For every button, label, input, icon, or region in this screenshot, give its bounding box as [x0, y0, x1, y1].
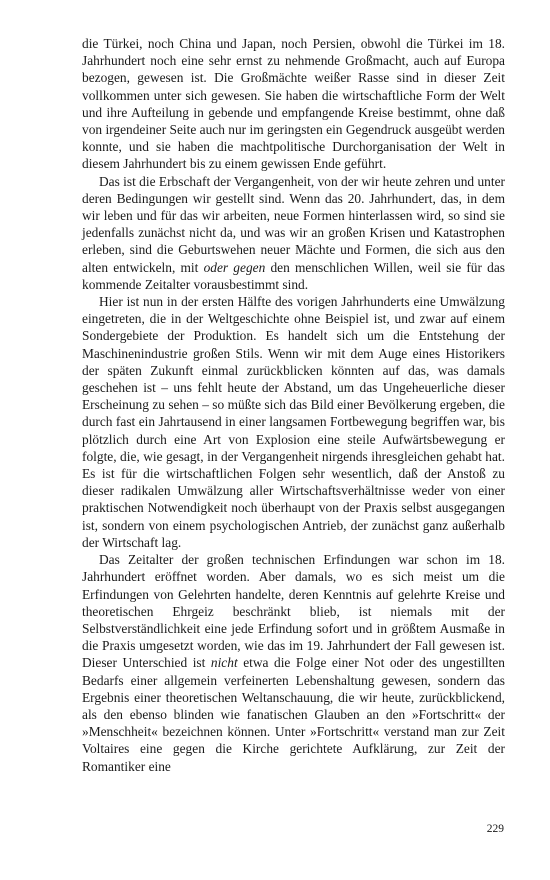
- paragraph-2-text-b: den menschlichen Willen, weil sie für das kommende Zeitalter vorausbestimmt sind.: [82, 259, 505, 292]
- paragraph-4: [82, 551, 505, 775]
- paragraph-4-text-a: Das Zeitalter der großen technischen Erfindungen war schon im 18. Jahrhundert eröffnet worden. Aber damals, wo es sich meist um die Erfindungen von Gelehrten handelte, deren Kenntnis auf gelehrte Kreise und theoretischen Ehrgeiz beschränkt blieb, ist niemals mit der Selbstverständlichkeit eine jede Erfindung sofort und in größtem Ausmaße in die Praxis umgesetzt worden, wie das im 19. Jahrhundert der Fall gewesen ist. Dieser Unterschied ist: [82, 552, 505, 671]
- paragraph-2: [82, 173, 505, 293]
- book-page-body: [82, 35, 505, 775]
- paragraph-2-italic-phrase: oder gegen: [203, 259, 266, 275]
- paragraph-4-text-b: etwa die Folge einer Not oder des ungestillten Bedarfs einer allgemein verfeinerten Lebenshaltung gewesen, sondern das Ergebnis einer theoretischen Weltanschauung, die wir heute, zurückblickend, als den ebenso blinden wie fanatischen Glauben an den »Fortschritt« der »Menschheit« bezeichnen können. Unter »Fortschritt« verstand man zur Zeit Voltaires eine gegen die Kirche gerichtete Aufklärung, zur Zeit der Romantiker eine: [82, 655, 505, 774]
- paragraph-1-text: die Türkei, noch China und Japan, noch Persien, obwohl die Türkei im 18. Jahrhundert noch eine sehr ernst zu nehmende Großmacht, auch auf Europa bezogen, gewesen ist. Die Großmächte weißer Rasse sind in dieser Zeit vollkommen unter sich gewesen. Sie haben die wirtschaftliche Form der Welt und ihre Aufteilung in gebende und empfangende Kreise bestimmt, ohne daß von irgendeiner Seite auch nur im geringsten ein Gegendruck ausgeübt werden konnte, und sie haben die machtpolitische Durchorganisation der Welt in diesem Jahrhundert bis zu einem gewissen Ende geführt.: [82, 36, 505, 172]
- paragraph-2-text-a: Das ist die Erbschaft der Vergangenheit, von der wir heute zehren und unter deren Bedingungen wir gestellt sind. Wenn das 20. Jahrhundert, das, in dem wir leben und für das wir arbeiten, neue Formen hinterlassen wird, so sind sie jedenfalls zunächst nicht da, und was wir an großen Krisen und Katastrophen erleben, sind die Geburtswehen neuer Mächte und Formen, die sich aus den alten entwickeln, mit: [82, 173, 505, 275]
- page-number: 229: [486, 823, 504, 835]
- paragraph-1: [82, 35, 505, 173]
- paragraph-4-italic-word: nicht: [210, 655, 238, 671]
- paragraph-3: [82, 293, 505, 551]
- paragraph-3-text: Hier ist nun in der ersten Hälfte des vorigen Jahrhunderts eine Umwälzung eingetreten, die in der Weltgeschichte ohne Beispiel ist, und zwar auf einem Sondergebiete der Produktion. Es handelt sich um die Entstehung der Maschinenindustrie großen Stils. Wenn wir mit dem Auge eines Historikers der späten Zukunft einmal zurückblicken könnten auf das, was damals geschehen ist – uns fehlt heute der Abstand, um das Ungeheuerliche dieser Erscheinung zu sehen – so müßte sich das Bild einer Bevölkerung ergeben, die durch fast ein Jahrtausend in einer langsamen Fortbewegung begriffen war, bis plötzlich durch eine Art von Explosion eine steile Aufwärtsbewegung er folgte, die, wie gesagt, in der Vergangenheit nirgends ihresgleichen gehabt hat. Es ist für die wirtschaftlichen Folgen sehr wesentlich, daß der Anstoß zu dieser radikalen Umwälzung aller Wirtschaftsverhältnisse weder von einer praktischen Notwendigkeit noch überhaupt von der Praxis selbst ausgegangen ist, sondern von einem psychologischen Antrieb, der zunächst ganz außerhalb der Wirtschaft lag.: [82, 294, 505, 550]
